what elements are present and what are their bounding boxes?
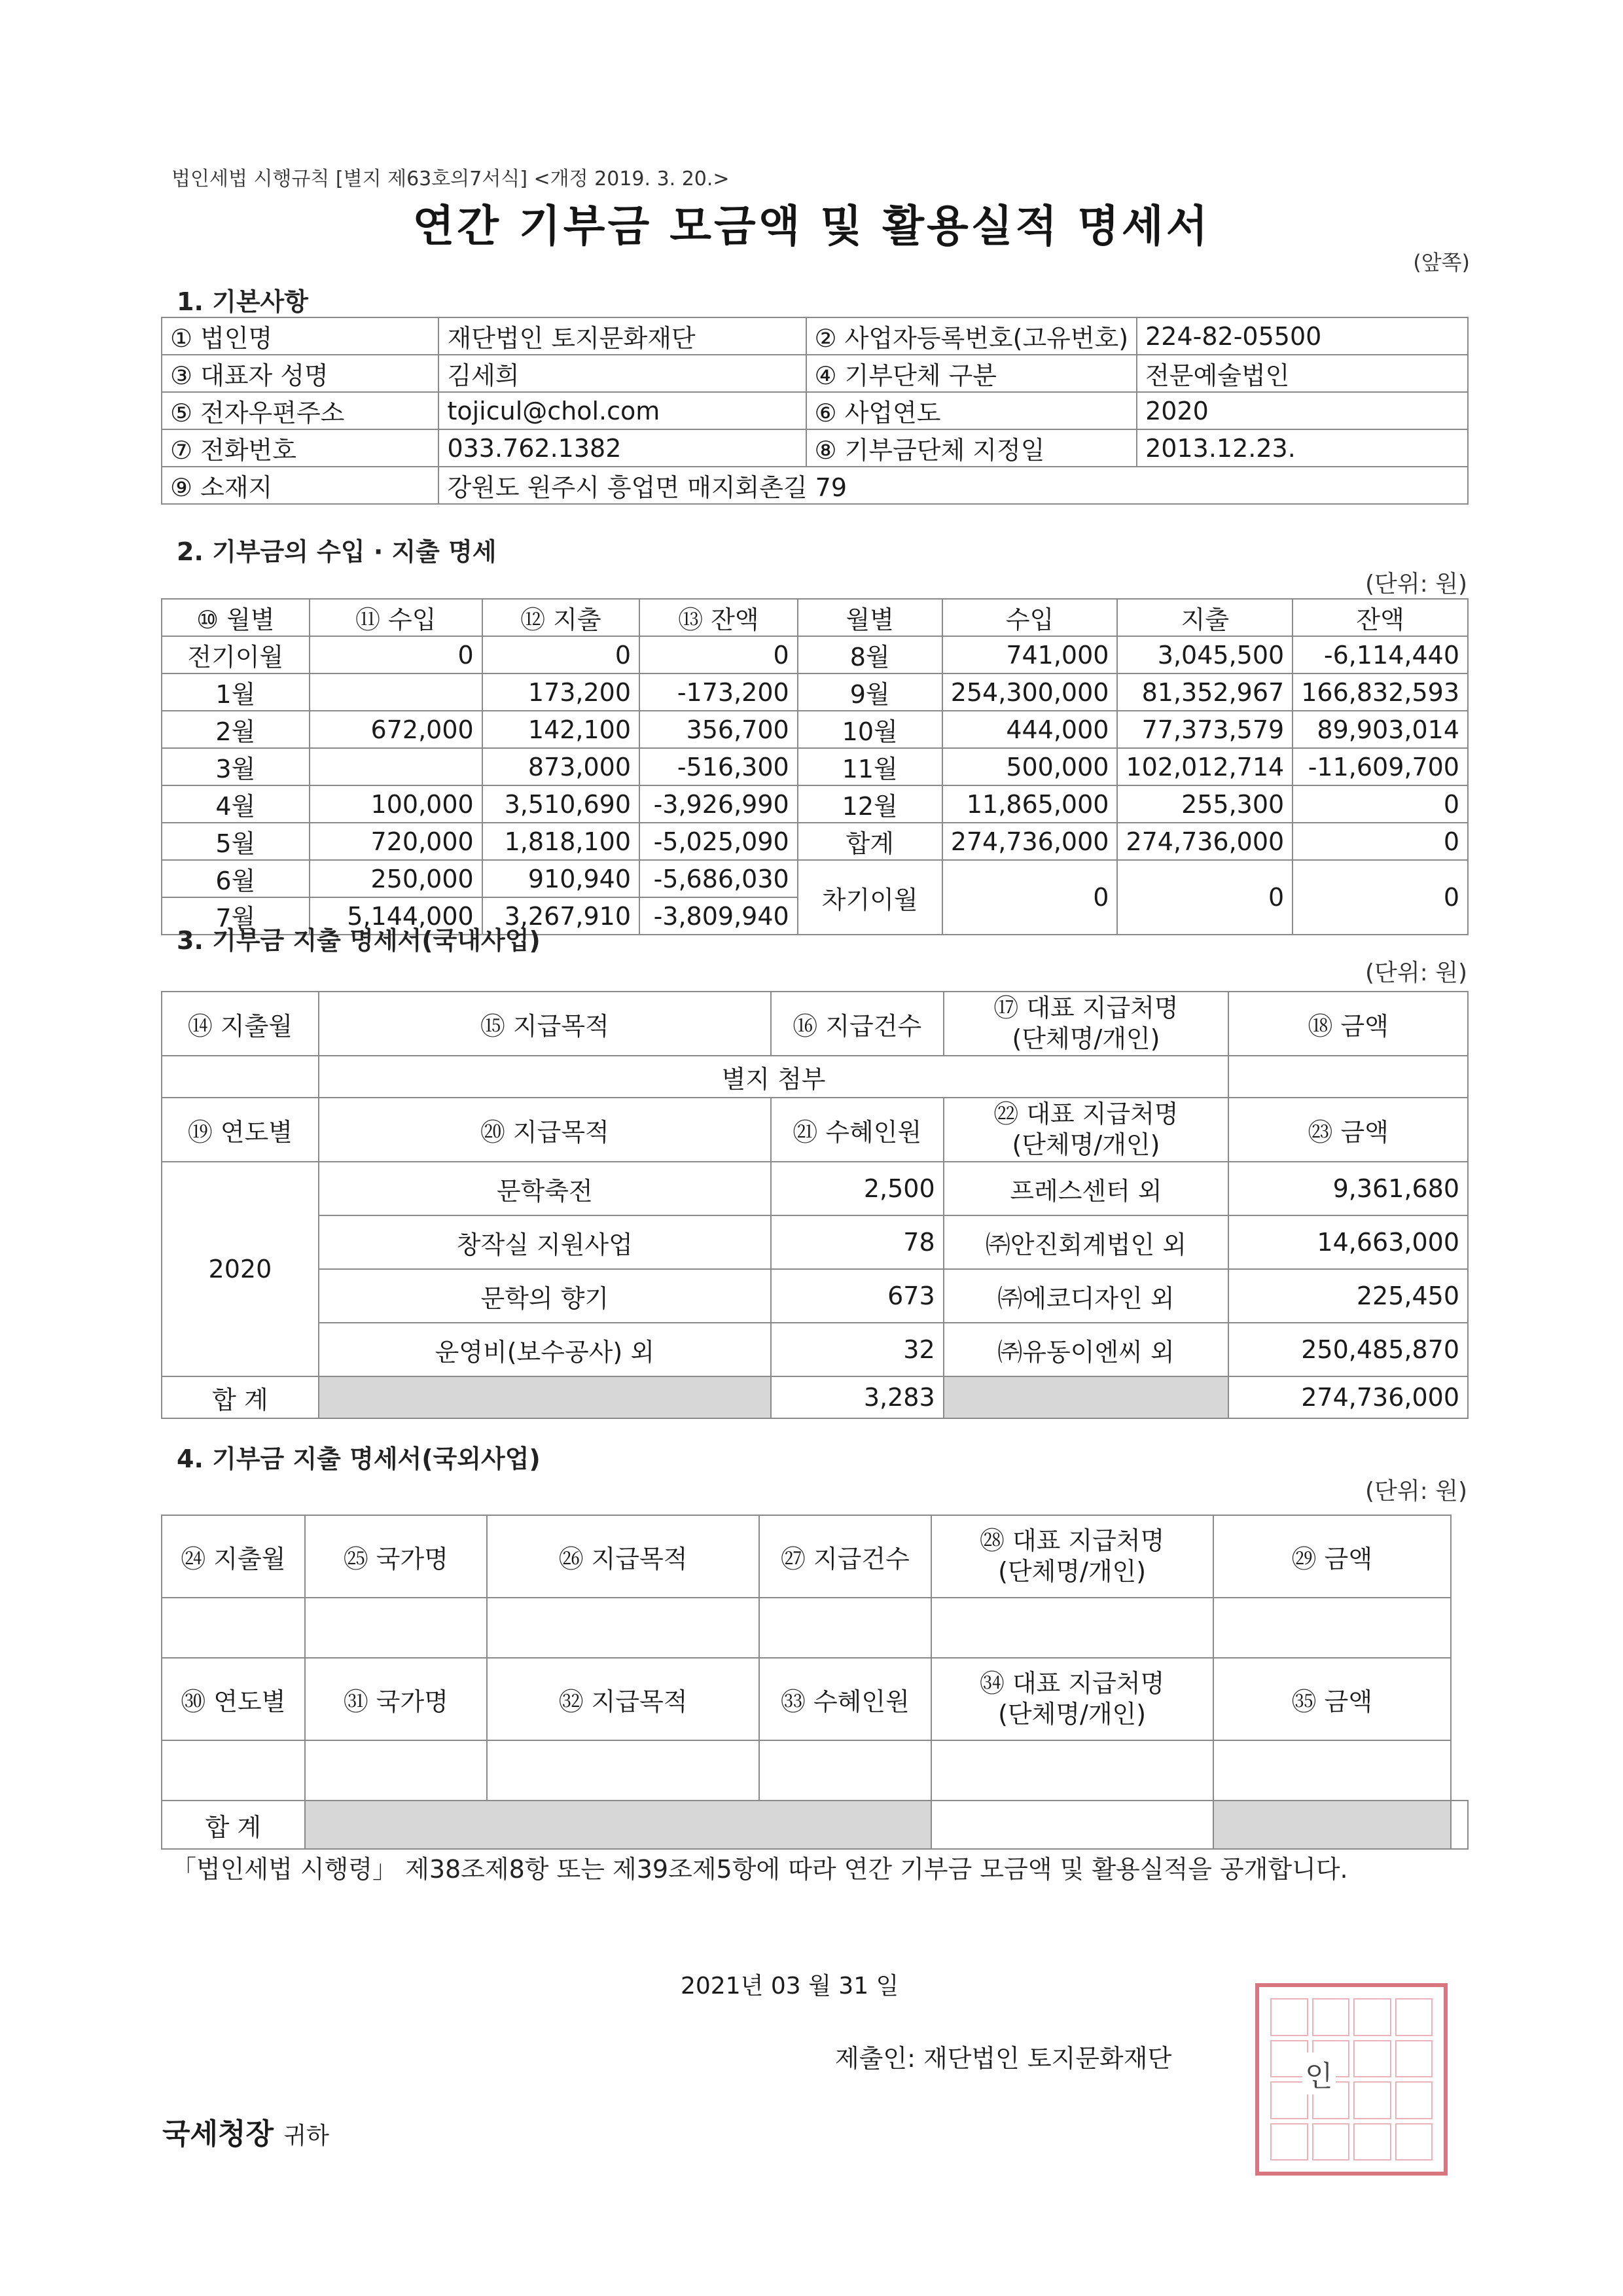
- column-header: ㉙ 금액: [1213, 1515, 1451, 1598]
- purpose-cell: 운영비(보수공사) 외: [319, 1323, 771, 1376]
- address-row: [162, 467, 1468, 504]
- column-header: ㉟ 금액: [1213, 1658, 1451, 1740]
- beneficiaries-cell: 2,500: [771, 1162, 944, 1215]
- balance-cell: -3,926,990: [639, 785, 798, 823]
- empty-cell: [487, 1740, 759, 1801]
- basic-info-row: [162, 355, 1468, 392]
- column-header: ㉚ 연도별: [162, 1658, 305, 1740]
- balance-cell: -5,025,090: [639, 823, 798, 860]
- income-expense-table: [161, 598, 1469, 935]
- payee-cell: 프레스센터 외: [944, 1162, 1229, 1215]
- balance-cell: -3,809,940: [639, 897, 798, 935]
- payee-header-subline: (단체명/개인): [998, 1700, 1147, 1729]
- payee-header-line: ㉒ 대표 지급처명: [993, 1099, 1179, 1128]
- table-row: [162, 1162, 1468, 1215]
- empty-cell: [759, 1740, 931, 1801]
- income-cell: 100,000: [310, 785, 482, 823]
- expense-cell: 274,736,000: [1117, 823, 1293, 860]
- column-header: [944, 992, 1229, 1056]
- empty-cell: [1451, 1801, 1468, 1849]
- income-cell: 0: [310, 636, 482, 673]
- column-header: ⑮ 지급목적: [319, 992, 771, 1056]
- expense-cell: 142,100: [482, 711, 639, 748]
- field-value: 2013.12.23.: [1137, 429, 1468, 467]
- amount-cell: 250,485,870: [1228, 1323, 1468, 1376]
- form-regulation: 법인세법 시행규칙 [별지 제63호의7서식] <개정 2019. 3. 20.>: [171, 168, 730, 190]
- total-beneficiaries: 3,283: [771, 1376, 944, 1418]
- empty-cell: [162, 1598, 305, 1658]
- column-header: ㉓ 금액: [1228, 1098, 1468, 1162]
- section4-unit: (단위: 원): [1365, 1478, 1467, 1505]
- submission-date: 2021년 03 월 31 일: [681, 1973, 899, 2000]
- recipient: [162, 2110, 329, 2152]
- month-cell: 6월: [162, 860, 310, 897]
- carry-forward-label: 차기이월: [798, 860, 942, 935]
- column-header: ⑳ 지급목적: [319, 1098, 771, 1162]
- column-header: ⑪ 수입: [310, 599, 482, 636]
- column-header: ㉖ 지급목적: [487, 1515, 759, 1598]
- attached-note: 별지 첨부: [319, 1056, 1228, 1098]
- field-value: 전문예술법인: [1137, 355, 1468, 392]
- section2-title: 2. 기부금의 수입 · 지출 명세: [177, 537, 497, 566]
- section2-unit: (단위: 원): [1365, 571, 1467, 598]
- column-header: [931, 1515, 1213, 1598]
- table-row: [162, 1740, 1468, 1801]
- recipient-suffix: 귀하: [283, 2123, 329, 2149]
- balance-cell: 89,903,014: [1293, 711, 1468, 748]
- column-header: ⑯ 지급건수: [771, 992, 944, 1056]
- month-cell: 1월: [162, 673, 310, 711]
- column-header: ⑫ 지출: [482, 599, 639, 636]
- column-header: ㉕ 국가명: [305, 1515, 487, 1598]
- income-cell: [310, 748, 482, 785]
- field-value: 2020: [1137, 392, 1468, 429]
- section3-title: 3. 기부금 지출 명세서(국내사업): [177, 926, 541, 955]
- column-header: [931, 1658, 1213, 1740]
- field-label: ② 사업자등록번호(고유번호): [806, 317, 1137, 355]
- empty-cell: [305, 1598, 487, 1658]
- payee-cell: ㈜에코디자인 외: [944, 1269, 1229, 1323]
- field-label: ④ 기부단체 구분: [806, 355, 1137, 392]
- expense-cell: 255,300: [1117, 785, 1293, 823]
- month-cell: 12월: [798, 785, 942, 823]
- expense-cell: 910,940: [482, 860, 639, 897]
- column-header: ⑱ 금액: [1228, 992, 1468, 1056]
- empty-cell: [1213, 1598, 1451, 1658]
- document-title: 연간 기부금 모금액 및 활용실적 명세서: [412, 201, 1211, 251]
- income-cell: 500,000: [942, 748, 1118, 785]
- header-row: [162, 1515, 1468, 1598]
- income-cell: 274,736,000: [942, 823, 1118, 860]
- amount-cell: 14,663,000: [1228, 1215, 1468, 1269]
- total-amount: 274,736,000: [1228, 1376, 1468, 1418]
- column-header: ㉗ 지급건수: [759, 1515, 931, 1598]
- page-side-label: (앞쪽): [1413, 250, 1470, 275]
- month-cell: 8월: [798, 636, 942, 673]
- month-cell: 7월: [162, 897, 310, 935]
- empty-cell: [305, 1740, 487, 1801]
- table-row: [162, 860, 1468, 897]
- column-header: ⑭ 지출월: [162, 992, 319, 1056]
- table-row: [162, 1269, 1468, 1323]
- balance-cell: -6,114,440: [1293, 636, 1468, 673]
- table-row: [162, 1598, 1468, 1658]
- income-cell: 254,300,000: [942, 673, 1118, 711]
- field-label: ⑥ 사업연도: [806, 392, 1137, 429]
- field-value: 224-82-05500: [1137, 317, 1468, 355]
- empty-cell: [931, 1598, 1213, 1658]
- empty-cell: [1213, 1740, 1451, 1801]
- empty-cell: [759, 1598, 931, 1658]
- month-cell: 3월: [162, 748, 310, 785]
- disclosure-statement: 「법인세법 시행령」 제38조제8항 또는 제39조제5항에 따라 연간 기부금 모금액 및 활용실적을 공개합니다.: [171, 1855, 1348, 1884]
- shaded-cell: [305, 1801, 931, 1849]
- expense-cell: 1,818,100: [482, 823, 639, 860]
- balance-cell: -5,686,030: [639, 860, 798, 897]
- expense-cell: 81,352,967: [1117, 673, 1293, 711]
- field-value: 김세희: [438, 355, 806, 392]
- payee-header-subline: (단체명/개인): [998, 1557, 1147, 1586]
- balance-cell: 166,832,593: [1293, 673, 1468, 711]
- month-cell: 9월: [798, 673, 942, 711]
- carry-forward-income: 0: [942, 860, 1118, 935]
- income-cell: 444,000: [942, 711, 1118, 748]
- month-cell: 11월: [798, 748, 942, 785]
- payee-header-subline: (단체명/개인): [1012, 1130, 1160, 1159]
- payee-header-line: ㉘ 대표 지급처명: [979, 1526, 1165, 1555]
- basic-info-table: [161, 317, 1469, 505]
- payee-header-line: ⑰ 대표 지급처명: [993, 993, 1179, 1022]
- column-header: [944, 1098, 1229, 1162]
- month-cell: 4월: [162, 785, 310, 823]
- field-label: ① 법인명: [162, 317, 438, 355]
- submitter: 제출인: 재단법인 토지문화재단: [835, 2044, 1172, 2073]
- purpose-cell: 창작실 지원사업: [319, 1215, 771, 1269]
- month-cell: 5월: [162, 823, 310, 860]
- empty-cell: [162, 1740, 305, 1801]
- empty-cell: [931, 1740, 1213, 1801]
- balance-cell: -516,300: [639, 748, 798, 785]
- income-cell: 720,000: [310, 823, 482, 860]
- income-cell: 11,865,000: [942, 785, 1118, 823]
- expense-cell: 0: [482, 636, 639, 673]
- income-cell: 672,000: [310, 711, 482, 748]
- total-row: [162, 1801, 1468, 1849]
- domestic-expense-table: [161, 991, 1469, 1419]
- shaded-cell: [319, 1376, 771, 1418]
- total-label: 합 계: [162, 1801, 305, 1849]
- basic-info-row: [162, 317, 1468, 355]
- payee-header-subline: (단체명/개인): [1012, 1024, 1160, 1053]
- attached-row: [162, 1056, 1468, 1098]
- balance-cell: -173,200: [639, 673, 798, 711]
- column-header: ⑬ 잔액: [639, 599, 798, 636]
- column-header: ㉑ 수혜인원: [771, 1098, 944, 1162]
- shaded-cell: [944, 1376, 1229, 1418]
- income-cell: 5,144,000: [310, 897, 482, 935]
- recipient-name: 국세청장: [162, 2117, 274, 2151]
- balance-cell: 0: [1293, 785, 1468, 823]
- column-header: ⑲ 연도별: [162, 1098, 319, 1162]
- column-header: ㉔ 지출월: [162, 1515, 305, 1598]
- header-row: [162, 1658, 1468, 1740]
- field-label: ⑦ 전화번호: [162, 429, 438, 467]
- total-label: 합 계: [162, 1376, 319, 1418]
- month-cell: 10월: [798, 711, 942, 748]
- empty-cell: [1228, 1056, 1468, 1098]
- payee-cell: ㈜안진회계법인 외: [944, 1215, 1229, 1269]
- balance-cell: 356,700: [639, 711, 798, 748]
- seal-mark: 인: [1302, 2053, 1336, 2094]
- empty-cell: [487, 1598, 759, 1658]
- address-value: 강원도 원주시 흥업면 매지회촌길 79: [438, 467, 1468, 504]
- section4-title: 4. 기부금 지출 명세서(국외사업): [177, 1444, 541, 1473]
- month-cell: 합계: [798, 823, 942, 860]
- carry-forward-balance: 0: [1293, 860, 1468, 935]
- basic-info-row: [162, 392, 1468, 429]
- beneficiaries-cell: 78: [771, 1215, 944, 1269]
- expense-cell: 3,510,690: [482, 785, 639, 823]
- expense-cell: 173,200: [482, 673, 639, 711]
- table-row: [162, 711, 1468, 748]
- table-row: [162, 1323, 1468, 1376]
- table-row: [162, 748, 1468, 785]
- beneficiaries-cell: 673: [771, 1269, 944, 1323]
- overseas-expense-table: [161, 1515, 1469, 1850]
- address-label: ⑨ 소재지: [162, 467, 438, 504]
- column-header: ㉛ 국가명: [305, 1658, 487, 1740]
- field-label: ⑤ 전자우편주소: [162, 392, 438, 429]
- balance-cell: 0: [639, 636, 798, 673]
- field-value: tojicul@chol.com: [438, 392, 806, 429]
- basic-info-row: [162, 429, 1468, 467]
- empty-cell: [931, 1801, 1213, 1849]
- field-label: ⑧ 기부금단체 지정일: [806, 429, 1137, 467]
- income-cell: [310, 673, 482, 711]
- field-value: 재단법인 토지문화재단: [438, 317, 806, 355]
- expense-cell: 77,373,579: [1117, 711, 1293, 748]
- table-row: [162, 636, 1468, 673]
- month-cell: 2월: [162, 711, 310, 748]
- table-row: [162, 1215, 1468, 1269]
- column-header: ⑩ 월별: [162, 599, 310, 636]
- amount-cell: 9,361,680: [1228, 1162, 1468, 1215]
- column-header: 지출: [1117, 599, 1293, 636]
- year-cell: 2020: [162, 1162, 319, 1376]
- column-header: 수입: [942, 599, 1118, 636]
- column-header: ㉜ 지급목적: [487, 1658, 759, 1740]
- column-header: ㉝ 수혜인원: [759, 1658, 931, 1740]
- shaded-cell: [1213, 1801, 1451, 1849]
- balance-cell: -11,609,700: [1293, 748, 1468, 785]
- column-header: 잔액: [1293, 599, 1468, 636]
- purpose-cell: 문학의 향기: [319, 1269, 771, 1323]
- field-value: 033.762.1382: [438, 429, 806, 467]
- balance-cell: 0: [1293, 823, 1468, 860]
- income-cell: 250,000: [310, 860, 482, 897]
- table-row: [162, 823, 1468, 860]
- expense-cell: 102,012,714: [1117, 748, 1293, 785]
- beneficiaries-cell: 32: [771, 1323, 944, 1376]
- table-row: [162, 785, 1468, 823]
- payee-cell: ㈜유동이엔씨 외: [944, 1323, 1229, 1376]
- income-cell: 741,000: [942, 636, 1118, 673]
- header-row: [162, 1098, 1468, 1162]
- total-row: [162, 1376, 1468, 1418]
- field-label: ③ 대표자 성명: [162, 355, 438, 392]
- table-row: [162, 673, 1468, 711]
- column-header: 월별: [798, 599, 942, 636]
- month-cell: 전기이월: [162, 636, 310, 673]
- header-row: [162, 992, 1468, 1056]
- amount-cell: 225,450: [1228, 1269, 1468, 1323]
- purpose-cell: 문학축전: [319, 1162, 771, 1215]
- expense-cell: 873,000: [482, 748, 639, 785]
- section3-unit: (단위: 원): [1365, 960, 1467, 986]
- organization-seal: [1255, 1983, 1448, 2176]
- empty-cell: [162, 1056, 319, 1098]
- expense-cell: 3,267,910: [482, 897, 639, 935]
- section1-title: 1. 기본사항: [177, 287, 308, 316]
- expense-cell: 3,045,500: [1117, 636, 1293, 673]
- header-row: [162, 599, 1468, 636]
- payee-header-line: ㉞ 대표 지급처명: [979, 1668, 1165, 1698]
- carry-forward-expense: 0: [1117, 860, 1293, 935]
